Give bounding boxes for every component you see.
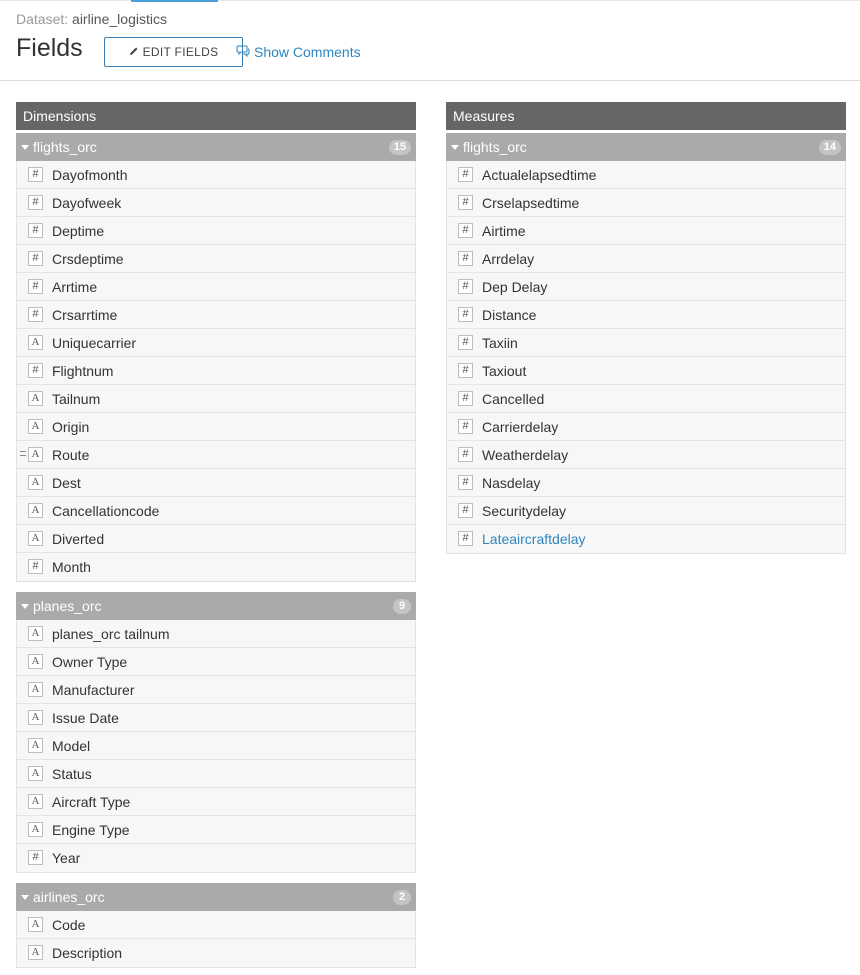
measures-header: Measures: [446, 102, 846, 130]
numeric-type-icon: #: [28, 251, 43, 266]
field-row[interactable]: [447, 161, 845, 189]
field-label: Month: [52, 559, 91, 575]
field-label: Crsdeptime: [52, 251, 124, 267]
field-row[interactable]: [447, 301, 845, 329]
field-label: Status: [52, 766, 92, 782]
field-row[interactable]: [17, 676, 415, 704]
numeric-type-icon: #: [28, 279, 43, 294]
field-label: Arrdelay: [482, 251, 535, 267]
text-type-icon: A: [28, 447, 43, 462]
group-header[interactable]: [16, 883, 416, 911]
caret-down-icon: [21, 895, 29, 900]
dimensions-header: Dimensions: [16, 102, 416, 130]
field-row[interactable]: [17, 301, 415, 329]
field-label: Carrierdelay: [482, 419, 559, 435]
field-label: Description: [52, 945, 123, 961]
field-label: Uniquecarrier: [52, 335, 137, 351]
group-header[interactable]: [446, 133, 846, 161]
field-row[interactable]: [447, 357, 845, 385]
numeric-type-icon: #: [28, 850, 43, 865]
field-label: Weatherdelay: [482, 447, 569, 463]
field-row[interactable]: [17, 525, 415, 553]
field-group-planes-orc: [16, 592, 416, 873]
caret-down-icon: [451, 145, 459, 150]
field-group-airlines-orc: [16, 883, 416, 968]
field-label: Dayofweek: [52, 195, 122, 211]
text-type-icon: A: [28, 391, 43, 406]
field-row[interactable]: [17, 245, 415, 273]
field-label: Actualelapsedtime: [482, 167, 597, 183]
field-row[interactable]: [17, 911, 415, 939]
field-label: Diverted: [52, 531, 105, 547]
numeric-type-icon: #: [458, 335, 473, 350]
numeric-type-icon: #: [28, 167, 43, 182]
field-row[interactable]: [447, 469, 845, 497]
group-count-badge: 15: [389, 140, 411, 155]
field-row[interactable]: [17, 760, 415, 788]
field-row[interactable]: [447, 217, 845, 245]
numeric-type-icon: #: [458, 531, 473, 546]
field-row[interactable]: [17, 497, 415, 525]
group-count-badge: 9: [393, 599, 411, 614]
drag-handle-icon[interactable]: [20, 451, 26, 456]
field-label: Distance: [482, 307, 537, 323]
dimensions-groups: [16, 133, 416, 968]
field-group-flights-orc: [16, 133, 416, 582]
group-header[interactable]: [16, 133, 416, 161]
dataset-prefix: Dataset:: [16, 11, 69, 27]
group-header[interactable]: [16, 592, 416, 620]
pencil-icon: [129, 45, 139, 59]
field-label: Engine Type: [52, 822, 130, 838]
comments-icon: [236, 44, 250, 60]
field-row[interactable]: [17, 161, 415, 189]
field-label: Route: [52, 447, 90, 463]
text-type-icon: A: [28, 626, 43, 641]
field-row[interactable]: [17, 329, 415, 357]
numeric-type-icon: #: [458, 447, 473, 462]
field-label: Crselapsedtime: [482, 195, 580, 211]
numeric-type-icon: #: [458, 223, 473, 238]
top-border: [0, 0, 860, 1]
dimensions-panel: [16, 102, 416, 968]
dataset-name: airline_logistics: [72, 11, 167, 27]
text-type-icon: A: [28, 531, 43, 546]
show-comments-link[interactable]: [236, 44, 361, 60]
field-row[interactable]: [447, 525, 845, 553]
field-row[interactable]: [447, 441, 845, 469]
numeric-type-icon: #: [458, 307, 473, 322]
field-label: Crsarrtime: [52, 307, 118, 323]
field-label: Flightnum: [52, 363, 114, 379]
field-row[interactable]: [447, 189, 845, 217]
numeric-type-icon: #: [28, 363, 43, 378]
field-label: Dep Delay: [482, 279, 548, 295]
field-label: Taxiin: [482, 335, 518, 351]
text-type-icon: A: [28, 710, 43, 725]
field-label: Year: [52, 850, 81, 866]
active-tab-indicator: [131, 0, 218, 2]
field-label: Deptime: [52, 223, 105, 239]
field-row[interactable]: [17, 939, 415, 967]
group-name: airlines_orc: [33, 889, 105, 905]
field-row[interactable]: [447, 245, 845, 273]
field-row[interactable]: [17, 553, 415, 581]
edit-fields-label: EDIT FIELDS: [142, 45, 219, 59]
field-row[interactable]: [447, 273, 845, 301]
text-type-icon: A: [28, 917, 43, 932]
numeric-type-icon: #: [28, 307, 43, 322]
group-count-badge: 14: [819, 140, 841, 155]
field-label: Owner Type: [52, 654, 128, 670]
text-type-icon: A: [28, 766, 43, 781]
group-name: flights_orc: [463, 139, 527, 155]
field-group-flights-orc: [446, 133, 846, 554]
header-divider: [0, 80, 860, 81]
field-label: Cancelled: [482, 391, 545, 407]
field-row[interactable]: [17, 648, 415, 676]
field-label: Code: [52, 917, 86, 933]
numeric-type-icon: #: [28, 559, 43, 574]
field-row[interactable]: [17, 620, 415, 648]
numeric-type-icon: #: [458, 279, 473, 294]
field-label: Manufacturer: [52, 682, 135, 698]
field-row[interactable]: [17, 788, 415, 816]
group-name: planes_orc: [33, 598, 102, 614]
field-label: Dest: [52, 475, 81, 491]
field-row[interactable]: [447, 497, 845, 525]
show-comments-label: Show Comments: [254, 44, 361, 60]
field-list: [16, 620, 416, 873]
numeric-type-icon: #: [458, 391, 473, 406]
text-type-icon: A: [28, 654, 43, 669]
edit-fields-button[interactable]: [104, 37, 243, 67]
numeric-type-icon: #: [458, 475, 473, 490]
field-row[interactable]: [447, 329, 845, 357]
field-row[interactable]: [17, 385, 415, 413]
field-row[interactable]: [17, 357, 415, 385]
field-row[interactable]: [17, 469, 415, 497]
group-name: flights_orc: [33, 139, 97, 155]
field-row[interactable]: [447, 385, 845, 413]
field-label: Arrtime: [52, 279, 98, 295]
field-row[interactable]: [17, 273, 415, 301]
numeric-type-icon: #: [458, 167, 473, 182]
field-list: [446, 161, 846, 554]
text-type-icon: A: [28, 794, 43, 809]
field-label: Model: [52, 738, 91, 754]
field-label: Securitydelay: [482, 503, 567, 519]
field-label: Tailnum: [52, 391, 101, 407]
numeric-type-icon: #: [458, 195, 473, 210]
numeric-type-icon: #: [458, 419, 473, 434]
numeric-type-icon: #: [458, 251, 473, 266]
text-type-icon: A: [28, 738, 43, 753]
numeric-type-icon: #: [28, 223, 43, 238]
measures-groups: [446, 133, 846, 554]
field-label: Lateaircraftdelay: [482, 531, 586, 547]
text-type-icon: A: [28, 419, 43, 434]
text-type-icon: A: [28, 682, 43, 697]
text-type-icon: A: [28, 822, 43, 837]
numeric-type-icon: #: [458, 363, 473, 378]
field-label: Origin: [52, 419, 90, 435]
numeric-type-icon: #: [458, 503, 473, 518]
page-title: Fields: [16, 34, 83, 62]
field-row[interactable]: [17, 732, 415, 760]
field-row[interactable]: [17, 413, 415, 441]
field-label: Taxiout: [482, 363, 527, 379]
group-count-badge: 2: [393, 890, 411, 905]
field-row[interactable]: [17, 217, 415, 245]
text-type-icon: A: [28, 945, 43, 960]
field-row[interactable]: [17, 844, 415, 872]
caret-down-icon: [21, 604, 29, 609]
field-row[interactable]: [447, 413, 845, 441]
field-label: Dayofmonth: [52, 167, 128, 183]
text-type-icon: A: [28, 475, 43, 490]
dataset-breadcrumb: [16, 11, 167, 27]
field-row[interactable]: [17, 704, 415, 732]
text-type-icon: A: [28, 335, 43, 350]
field-label: planes_orc tailnum: [52, 626, 170, 642]
field-label: Cancellationcode: [52, 503, 160, 519]
field-label: Issue Date: [52, 710, 119, 726]
text-type-icon: A: [28, 503, 43, 518]
caret-down-icon: [21, 145, 29, 150]
numeric-type-icon: #: [28, 195, 43, 210]
measures-panel: [446, 102, 846, 554]
field-row[interactable]: [17, 189, 415, 217]
field-row[interactable]: [17, 816, 415, 844]
field-label: Airtime: [482, 223, 526, 239]
field-list: [16, 161, 416, 582]
field-label: Aircraft Type: [52, 794, 131, 810]
field-list: [16, 911, 416, 968]
field-row[interactable]: [17, 441, 415, 469]
field-label: Nasdelay: [482, 475, 541, 491]
